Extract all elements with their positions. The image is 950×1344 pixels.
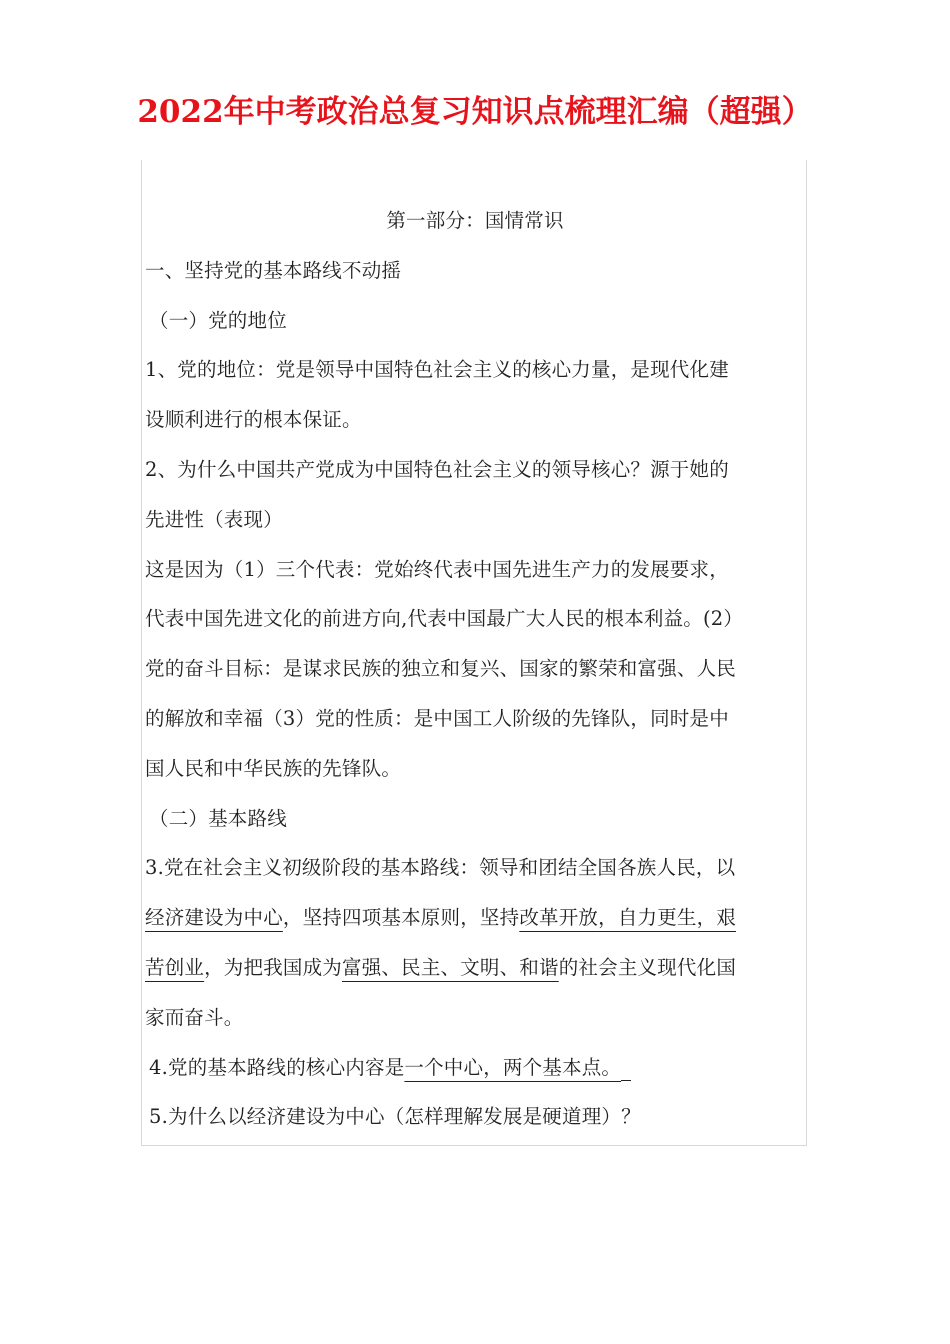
paragraph-1-line: 设顺利进行的根本保证。 <box>145 408 362 432</box>
paragraph-3-line: 国人民和中华民族的先锋队。 <box>145 756 402 780</box>
underlined-phrase: 富强、民主、文明、和谐 <box>342 955 559 979</box>
plain-phrase: ，为把我国成为 <box>204 955 343 979</box>
subsection-heading-party-status: （一）党的地位 <box>149 308 287 332</box>
part-heading: 第一部分：国情常识 <box>386 209 564 232</box>
paragraph-2-line: 2、为什么中国共产党成为中国特色社会主义的领导核心？源于她的 <box>145 457 729 481</box>
plain-phrase: 的社会主义现代化国 <box>558 955 737 979</box>
paragraph-4-line: 3.党在社会主义初级阶段的基本路线：领导和团结全国各族人民，以 <box>145 856 736 880</box>
subsection-heading-basic-line: （二）基本路线 <box>149 806 287 830</box>
paragraph-3-line: 的解放和幸福（3）党的性质：是中国工人阶级的先锋队，同时是中 <box>145 706 729 730</box>
plain-phrase: 4.党的基本路线的核心内容是 <box>149 1055 405 1079</box>
paragraph-6-line: 5.为什么以经济建设为中心（怎样理解发展是硬道理）？ <box>149 1105 641 1129</box>
paragraph-5-line <box>145 1043 817 1093</box>
paragraph-1-line: 1、党的地位：党是领导中国特色社会主义的核心力量，是现代化建 <box>145 358 729 382</box>
paragraph-4-line: 家而奋斗。 <box>145 1005 244 1029</box>
paragraph-4-line <box>145 893 817 943</box>
plain-phrase: ，坚持四项基本原则，坚持 <box>282 906 520 930</box>
paragraph-4-line <box>145 943 817 993</box>
document-title: 2022年中考政治总复习知识点梳理汇编（超强） <box>137 94 813 130</box>
underlined-phrase: 经济建设为中心 <box>145 906 283 930</box>
paragraph-2-line: 先进性（表现） <box>145 507 283 531</box>
section-heading: 一、坚持党的基本路线不动摇 <box>145 258 402 282</box>
paragraph-3-line: 代表中国先进文化的前进方向,代表中国最广大人民的根本利益。(2） <box>145 607 744 631</box>
document-body <box>145 196 817 1142</box>
underlined-phrase: 苦创业 <box>145 955 205 979</box>
underlined-phrase: 改革开放，自力更生，艰 <box>519 906 737 930</box>
underlined-phrase: 一个中心，两个基本点。 <box>404 1055 622 1079</box>
paragraph-3-line: 这是因为（1）三个代表：党始终代表中国先进生产力的发展要求， <box>145 557 729 581</box>
underline-tail <box>621 1079 631 1081</box>
paragraph-3-line: 党的奋斗目标：是谋求民族的独立和复兴、国家的繁荣和富强、人民 <box>145 657 737 681</box>
